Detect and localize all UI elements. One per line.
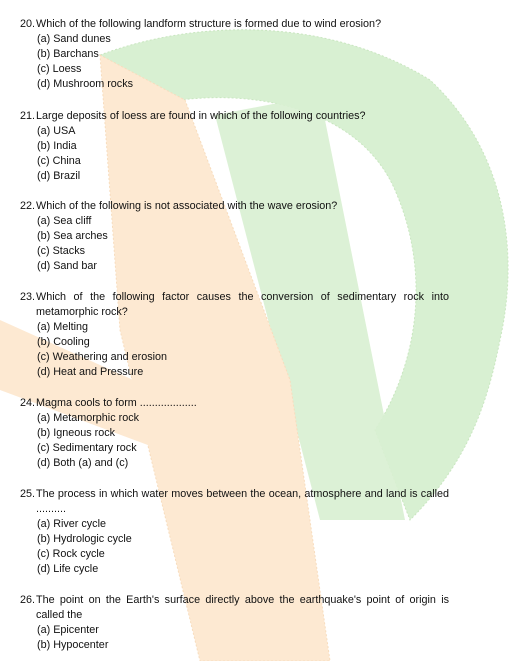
question-21 <box>0 109 519 184</box>
option-a: (a) USA <box>37 125 76 137</box>
option-c: (c) Weathering and erosion <box>37 351 168 363</box>
option-a: (a) Epicenter <box>37 624 99 636</box>
option-b: (b) Hydrologic cycle <box>37 533 132 545</box>
question-number: 21. <box>20 110 36 122</box>
question-number: 23. <box>20 291 36 303</box>
option-d: (d) Both (a) and (c) <box>37 457 129 469</box>
option-d: (d) Mushroom rocks <box>37 78 133 90</box>
option-d: (d) Sand bar <box>37 260 98 272</box>
option-c: (c) Sedimentary rock <box>37 442 137 454</box>
option-a: (a) Sea cliff <box>37 215 92 227</box>
question-24 <box>0 396 519 471</box>
question-number: 20. <box>20 18 36 30</box>
question-text: The point on the Earth's surface directly above the earthquake's point of origin is called the <box>36 594 449 621</box>
option-b: (b) Barchans <box>37 48 99 60</box>
option-d: (d) Brazil <box>37 170 81 182</box>
option-b: (b) India <box>37 140 77 152</box>
option-d: (d) Life cycle <box>37 563 99 575</box>
option-d: (d) Heat and Pressure <box>37 366 144 378</box>
option-c: (c) Stacks <box>37 245 85 257</box>
question-text: Magma cools to form ................... <box>36 397 197 409</box>
question-26 <box>0 593 519 653</box>
option-a: (a) Metamorphic rock <box>37 412 139 424</box>
option-c: (c) China <box>37 155 81 167</box>
question-20 <box>0 17 519 92</box>
option-a: (a) Melting <box>37 321 89 333</box>
option-c: (c) Loess <box>37 63 82 75</box>
option-a: (a) Sand dunes <box>37 33 111 45</box>
option-b: (b) Igneous rock <box>37 427 116 439</box>
option-b: (b) Hypocenter <box>37 639 109 651</box>
question-text: Which of the following is not associated with the wave erosion? <box>36 200 338 212</box>
option-b: (b) Sea arches <box>37 230 108 242</box>
option-c: (c) Rock cycle <box>37 548 105 560</box>
question-text: Which of the following factor causes the conversion of sedimentary rock into metamorphic rock? <box>36 291 449 318</box>
option-a: (a) River cycle <box>37 518 106 530</box>
question-number: 24. <box>20 397 36 409</box>
question-23 <box>0 290 519 380</box>
option-b: (b) Cooling <box>37 336 90 348</box>
question-text: Large deposits of loess are found in which of the following countries? <box>36 110 366 122</box>
question-text: Which of the following landform structure is formed due to wind erosion? <box>36 18 382 30</box>
question-number: 25. <box>20 488 36 500</box>
question-25 <box>0 487 519 577</box>
question-number: 22. <box>20 200 36 212</box>
question-text: The process in which water moves between the ocean, atmosphere and land is called .......... <box>36 488 449 515</box>
question-number: 26. <box>20 594 36 606</box>
question-22 <box>0 199 519 274</box>
